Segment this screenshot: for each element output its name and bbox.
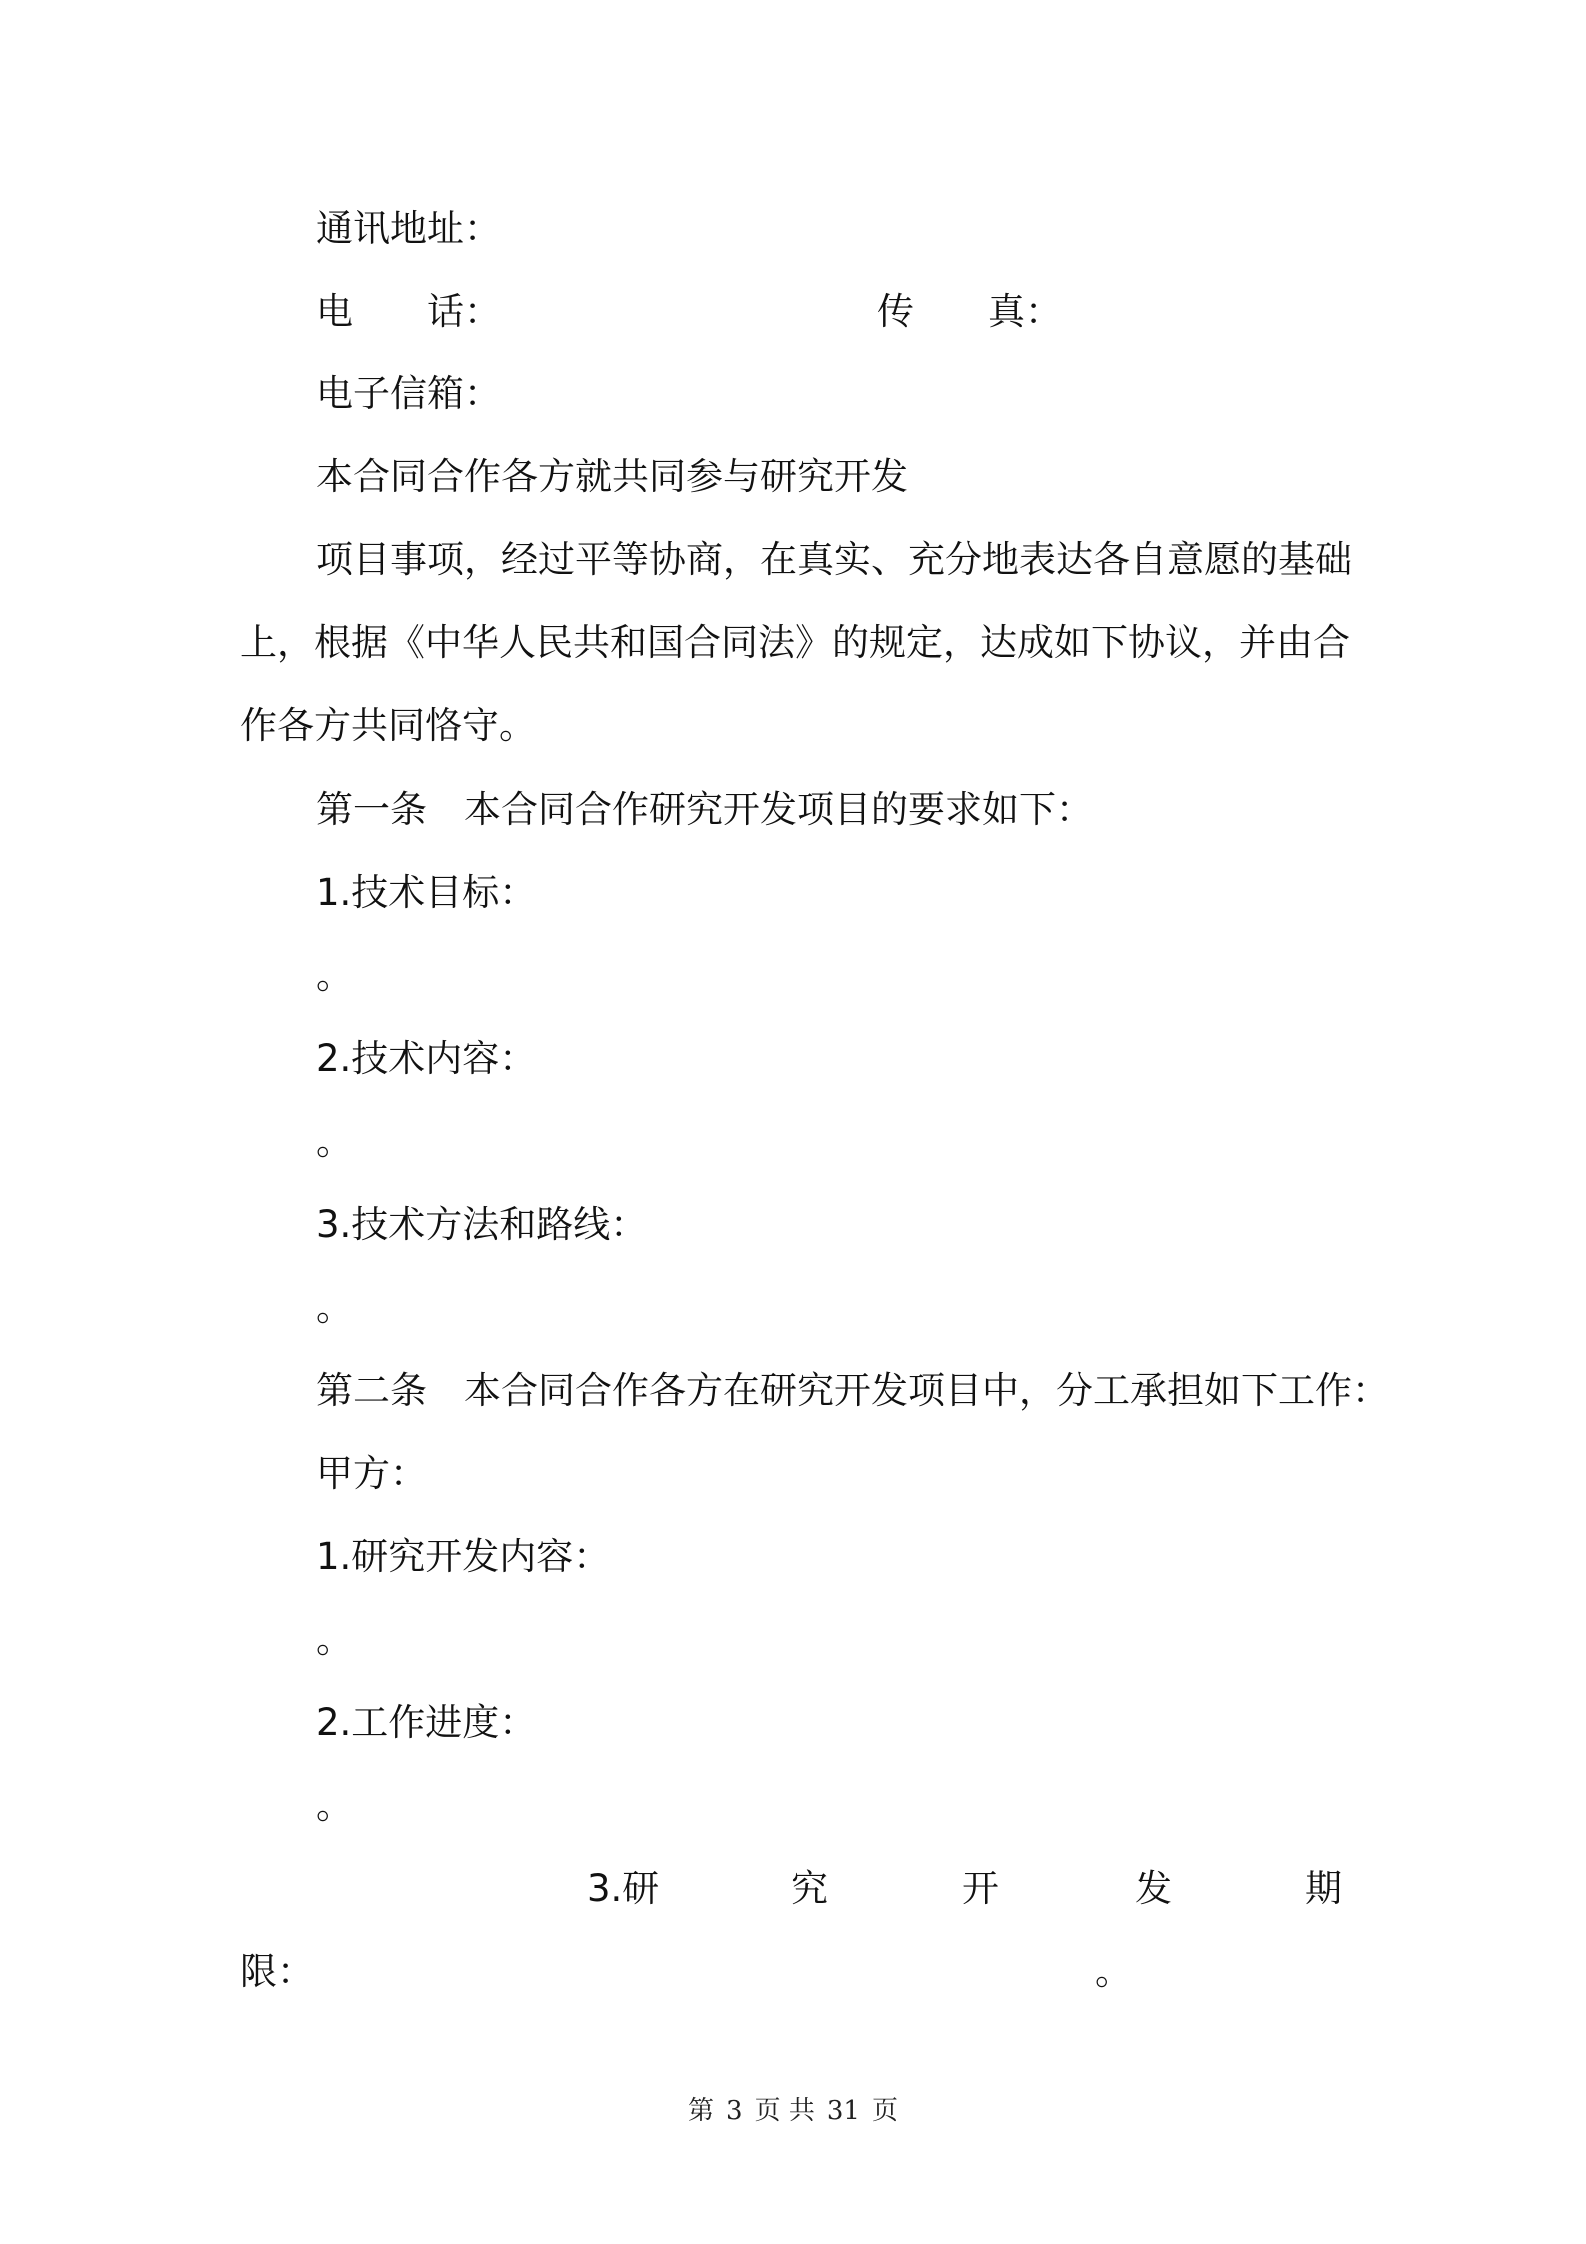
- work-progress-label: 2.工作进度：: [316, 1701, 537, 1744]
- address-label: 通讯地址：: [316, 207, 501, 250]
- footer-mid: 页 共: [754, 2096, 815, 2126]
- rd-period-label-4: 发: [1135, 1867, 1172, 1910]
- period-6: 。: [1095, 1950, 1132, 1993]
- rd-period-label-2: 究: [791, 1867, 828, 1910]
- fax-label: 传 真：: [877, 290, 1062, 333]
- tech-method-label: 3.技术方法和路线：: [316, 1203, 648, 1246]
- rd-period-label-1: 3.研: [587, 1867, 660, 1910]
- footer-prefix: 第: [688, 2096, 715, 2126]
- tech-goal-label: 1.技术目标：: [316, 871, 537, 914]
- period-1: 。: [316, 954, 353, 997]
- intro-line-3: 上，根据《中华人民共和国合同法》的规定，达成如下协议，并由合: [240, 621, 1350, 664]
- email-label: 电子信箱：: [316, 372, 501, 415]
- footer-page-number: 3: [726, 2096, 743, 2126]
- party-a-label: 甲方：: [316, 1452, 427, 1495]
- article-1-heading: 第一条 本合同合作研究开发项目的要求如下：: [316, 788, 1093, 831]
- period-5: 。: [316, 1784, 353, 1827]
- footer-suffix: 页: [871, 2096, 898, 2126]
- intro-line-4: 作各方共同恪守。: [240, 704, 536, 747]
- period-4: 。: [316, 1618, 353, 1661]
- rd-period-label-3: 开: [962, 1867, 999, 1910]
- page-footer: [0, 2090, 1586, 2127]
- rd-period-limit: 限：: [240, 1950, 314, 1993]
- rd-period-label-5: 期: [1305, 1867, 1342, 1910]
- intro-line-2: 项目事项，经过平等协商，在真实、充分地表达各自意愿的基础: [316, 538, 1352, 581]
- period-2: 。: [316, 1120, 353, 1163]
- period-3: 。: [316, 1286, 353, 1329]
- article-2-heading: 第二条 本合同合作各方在研究开发项目中，分工承担如下工作：: [316, 1369, 1389, 1412]
- rd-content-label: 1.研究开发内容：: [316, 1535, 611, 1578]
- footer-total-pages: 31: [826, 2096, 860, 2126]
- intro-line-1: 本合同合作各方就共同参与研究开发: [316, 455, 908, 498]
- phone-label: 电 话：: [316, 290, 501, 333]
- tech-content-label: 2.技术内容：: [316, 1037, 537, 1080]
